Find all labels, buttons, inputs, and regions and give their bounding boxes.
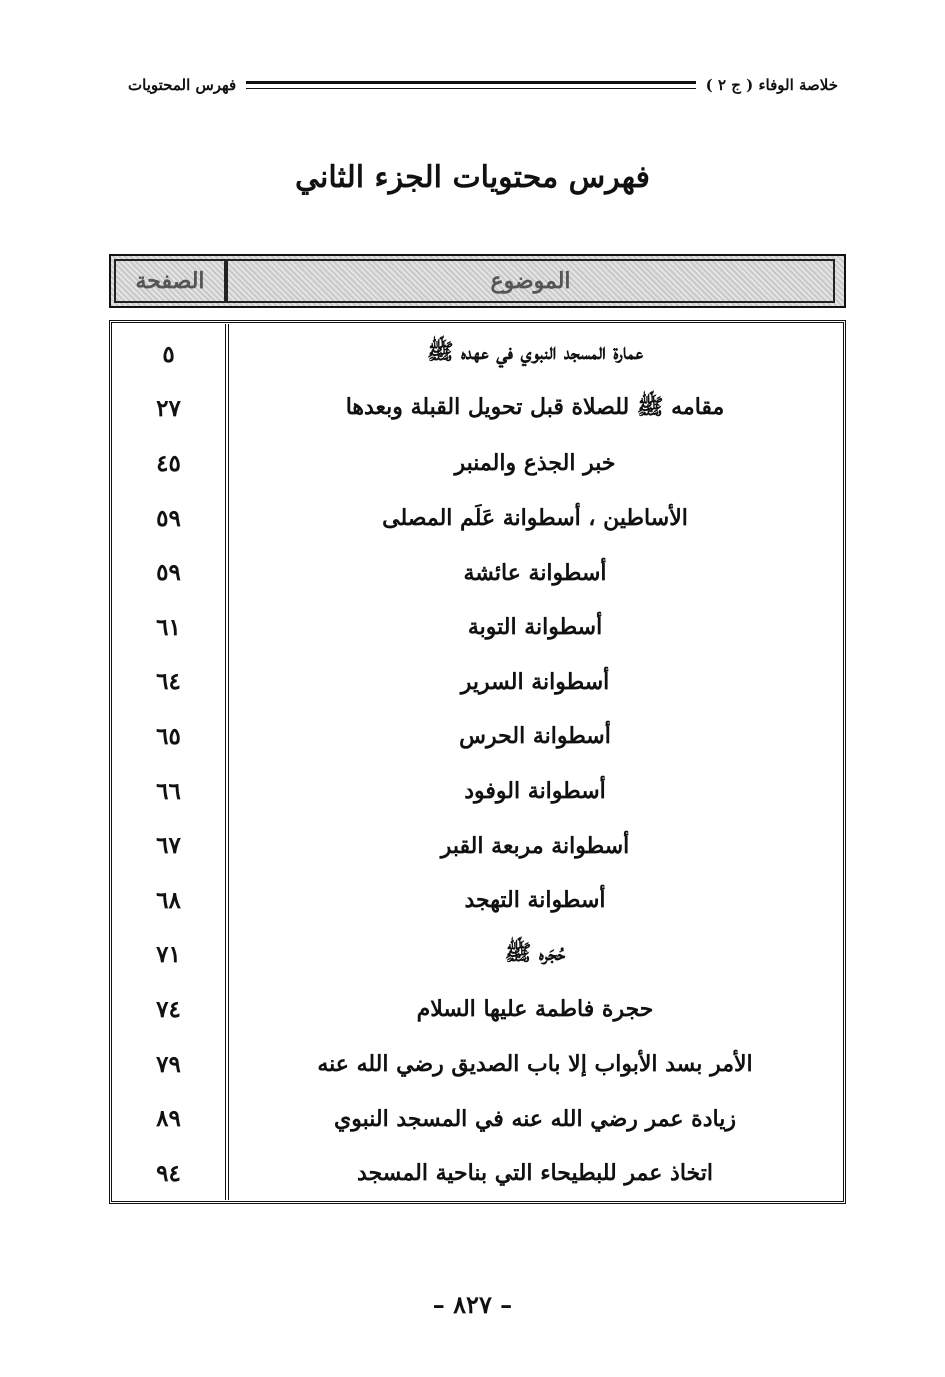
table-row [112,818,843,873]
row-topic: خبر الجذع والمنبر [454,450,616,477]
toc-list [112,327,843,1201]
table-row [112,709,843,764]
row-topic: حجرة فاطمة عليها السلام [416,996,654,1023]
running-head [128,70,838,100]
row-page: ٤٥ [156,449,181,477]
row-page: ٩٤ [156,1159,181,1187]
row-page: ٦١ [156,613,181,641]
row-page: ٢٧ [156,395,181,423]
table-row [112,1091,843,1146]
table-row [112,928,843,983]
row-topic: أسطوانة السرير [460,668,610,695]
table-row [112,600,843,655]
row-topic: أسطوانة التهجد [464,887,606,914]
row-page: ٦٤ [156,668,181,696]
row-topic: أسطوانة الحرس [459,723,611,750]
row-topic: أسطوانة مربعة القبر [440,832,630,859]
table-row [112,873,843,928]
table-row [112,1037,843,1092]
row-page: ٥٩ [156,504,181,532]
row-page: ٨٩ [156,1105,181,1133]
running-head-book-title: خلاصة الوفاء ( ج ٢ ) [705,76,838,94]
row-page: ٧١ [156,941,181,969]
row-page: ٥٩ [156,559,181,587]
table-row [112,764,843,819]
row-topic: زيادة عمر رضي الله عنه في المسجد النبوي [334,1105,736,1132]
row-page: ٦٦ [156,777,181,805]
row-topic: أسطوانة التوبة [467,614,603,641]
table-row [112,655,843,710]
table-row [112,382,843,437]
page-number: – ٨٢٧ – [432,1290,513,1319]
header-page: الصفحة [114,259,226,303]
row-topic: الأمر بسد الأبواب إلا باب الصديق رضي الله عنه [317,1051,753,1078]
row-page: ٧٤ [156,995,181,1023]
table-row [112,1146,843,1201]
row-topic: أسطوانة عائشة [463,559,607,586]
row-page: ٦٧ [156,832,181,860]
table-header [109,254,846,308]
header-topic: الموضوع [226,259,835,303]
row-topic: عمارة المسجد النبوي في عهده ﷺ [426,339,644,366]
row-page: ٧٩ [156,1050,181,1078]
row-page: ٥ [162,340,175,368]
running-head-section-title: فهرس المحتويات [128,76,237,94]
table-row [112,982,843,1037]
row-topic: أسطوانة الوفود [464,778,606,805]
row-topic: مقامه ﷺ للصلاة قبل تحويل القبلة وبعدها [345,393,725,420]
row-topic: حُجَره ﷺ [504,939,566,966]
row-topic: الأساطين ، أسطوانة عَلَم المصلى [382,505,688,532]
table-row [112,491,843,546]
row-topic: اتخاذ عمر للبطيحاء التي بناحية المسجد [357,1160,713,1187]
table-row [112,545,843,600]
row-page: ٦٥ [156,722,181,750]
running-head-rule [246,81,696,89]
page-title: فهرس محتويات الجزء الثاني [295,160,650,195]
row-page: ٦٨ [156,886,181,914]
table-row [112,327,843,382]
table-row [112,436,843,491]
